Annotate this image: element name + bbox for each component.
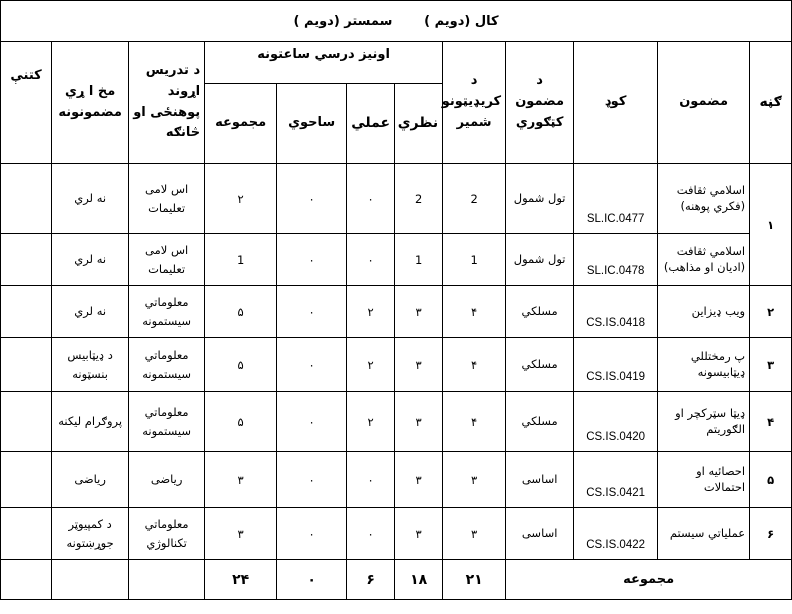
subject-cell: ډیټا سټرکچر او الګوریتم: [658, 392, 750, 452]
prerequisite-cell: ریاضی: [52, 452, 129, 508]
totals-label: مجموعه: [506, 560, 792, 600]
practical-cell: ۲: [347, 338, 395, 392]
practical-cell: ۰: [347, 164, 395, 234]
table-row: [1, 286, 792, 338]
field-cell: ۰: [277, 164, 347, 234]
prerequisite-cell: د کمپیوټر جوړښتونه: [52, 508, 129, 560]
prerequisite-cell: نه لري: [52, 286, 129, 338]
department-cell: معلوماتي تکنالوژي: [129, 508, 205, 560]
theory-cell: ۳: [395, 338, 443, 392]
department-cell: اس لامی تعلیمات: [129, 164, 205, 234]
code-cell: CS.IS.0422: [574, 508, 658, 560]
field-cell: ۰: [277, 452, 347, 508]
book-cell: [1, 452, 52, 508]
category-cell: اساسی: [506, 508, 574, 560]
subject-cell: اسلامي ثقافت (فکري پوهنه): [658, 164, 750, 234]
row-number: ۶: [750, 508, 792, 560]
caption-cell: [1, 1, 792, 42]
field-cell: ۰: [277, 286, 347, 338]
header-department: د تدریس اړوند پوهنځی او څانګه: [129, 42, 205, 164]
category-cell: مسلکي: [506, 338, 574, 392]
credits-cell: 2: [443, 164, 506, 234]
row-number: ۴: [750, 392, 792, 452]
totals-practical: ۶: [347, 560, 395, 600]
credits-cell: ۴: [443, 338, 506, 392]
row-number: ۱: [750, 164, 792, 286]
header-category: د مضمون کټګوري: [506, 42, 574, 164]
subject-cell: احصائیه او احتمالات: [658, 452, 750, 508]
header-prerequisite: مخ ا ړي مضمونونه: [52, 42, 129, 164]
credits-cell: ۴: [443, 286, 506, 338]
totals-empty-prerequisite: [52, 560, 129, 600]
header-theory: نظري: [395, 84, 443, 164]
code-cell: SL.IC.0477: [574, 164, 658, 234]
theory-cell: ۳: [395, 286, 443, 338]
semester-label: سمستر (دویم ): [293, 13, 393, 29]
prerequisite-cell: نه لري: [52, 164, 129, 234]
subject-cell: ویب ډیزاین: [658, 286, 750, 338]
category-cell: تول شمول: [506, 234, 574, 286]
practical-cell: ۲: [347, 286, 395, 338]
field-cell: ۰: [277, 392, 347, 452]
header-code: کوډ: [574, 42, 658, 164]
prerequisite-cell: پروګرام لیکنه: [52, 392, 129, 452]
department-cell: معلوماتي سیستمونه: [129, 286, 205, 338]
code-cell: CS.IS.0420: [574, 392, 658, 452]
book-cell: [1, 392, 52, 452]
totals-credits: ۲۱: [443, 560, 506, 600]
category-cell: تول شمول: [506, 164, 574, 234]
row-number: ۲: [750, 286, 792, 338]
total-cell: 1: [205, 234, 277, 286]
header-book: کتنې: [1, 42, 52, 164]
subject-cell: پ رمختللي ډیټابیسونه: [658, 338, 750, 392]
prerequisite-cell: د ډیټابیس بنسټونه: [52, 338, 129, 392]
credits-cell: 1: [443, 234, 506, 286]
practical-cell: ۰: [347, 452, 395, 508]
totals-row: [1, 560, 792, 600]
table-row: [1, 508, 792, 560]
department-cell: معلوماتي سیستمونه: [129, 392, 205, 452]
total-cell: ۲: [205, 164, 277, 234]
practical-cell: ۰: [347, 508, 395, 560]
category-cell: مسلکي: [506, 286, 574, 338]
subject-cell: اسلامي ثقافت (ادیان او مذاهب): [658, 234, 750, 286]
row-number: ۳: [750, 338, 792, 392]
total-cell: ۳: [205, 508, 277, 560]
header-total: مجموعه: [205, 84, 277, 164]
header-weekly-hours: اونیز درسي ساعتونه: [205, 42, 443, 84]
theory-cell: 2: [395, 164, 443, 234]
code-cell: CS.IS.0419: [574, 338, 658, 392]
field-cell: ۰: [277, 338, 347, 392]
credits-cell: ۳: [443, 452, 506, 508]
totals-total: ۲۴: [205, 560, 277, 600]
totals-field: ۰: [277, 560, 347, 600]
theory-cell: 1: [395, 234, 443, 286]
code-cell: CS.IS.0418: [574, 286, 658, 338]
category-cell: مسلکي: [506, 392, 574, 452]
table-row: [1, 392, 792, 452]
total-cell: ۵: [205, 338, 277, 392]
practical-cell: ۰: [347, 234, 395, 286]
total-cell: ۳: [205, 452, 277, 508]
caption-row: [1, 1, 792, 42]
header-credits: د کریډیټونو شمیر: [443, 42, 506, 164]
total-cell: ۵: [205, 392, 277, 452]
total-cell: ۵: [205, 286, 277, 338]
header-practical: عملي: [347, 84, 395, 164]
department-cell: معلوماتي سیستمونه: [129, 338, 205, 392]
totals-empty-book: [1, 560, 52, 600]
book-cell: [1, 338, 52, 392]
header-no: ګڼه: [750, 42, 792, 164]
credits-cell: ۴: [443, 392, 506, 452]
code-cell: CS.IS.0421: [574, 452, 658, 508]
book-cell: [1, 164, 52, 234]
grade-label: کال (دویم ): [424, 13, 499, 29]
credits-cell: ۳: [443, 508, 506, 560]
book-cell: [1, 286, 52, 338]
department-cell: اس لامی تعلیمات: [129, 234, 205, 286]
prerequisite-cell: نه لري: [52, 234, 129, 286]
code-cell: SL.IC.0478: [574, 234, 658, 286]
theory-cell: ۳: [395, 452, 443, 508]
theory-cell: ۳: [395, 392, 443, 452]
subject-cell: عملیاتي سیستم: [658, 508, 750, 560]
book-cell: [1, 234, 52, 286]
totals-empty-department: [129, 560, 205, 600]
department-cell: ریاضی: [129, 452, 205, 508]
table-row: [1, 338, 792, 392]
header-row-1: [1, 42, 792, 84]
table-row: [1, 164, 792, 234]
theory-cell: ۳: [395, 508, 443, 560]
totals-theory: ۱۸: [395, 560, 443, 600]
category-cell: اساسی: [506, 452, 574, 508]
field-cell: ۰: [277, 234, 347, 286]
header-subject: مضمون: [658, 42, 750, 164]
header-field: ساحوي: [277, 84, 347, 164]
table-row: [1, 234, 792, 286]
table-row: [1, 452, 792, 508]
row-number: ۵: [750, 452, 792, 508]
field-cell: ۰: [277, 508, 347, 560]
practical-cell: ۲: [347, 392, 395, 452]
book-cell: [1, 508, 52, 560]
